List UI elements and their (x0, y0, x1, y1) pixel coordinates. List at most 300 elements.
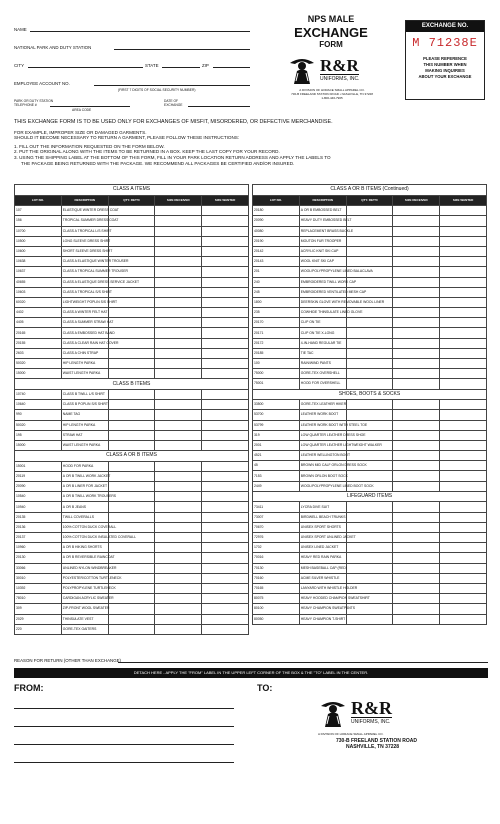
size-received-cell[interactable] (393, 604, 440, 614)
lot-number: 40655 (15, 277, 62, 287)
size-wanted-cell[interactable] (202, 563, 249, 573)
city-label: CITY (14, 63, 25, 68)
qty-returned-cell[interactable] (108, 502, 155, 512)
size-received-cell[interactable] (155, 502, 202, 512)
description-column-header: DESCRIPTION (299, 195, 346, 206)
size-wanted-cell[interactable] (202, 583, 249, 593)
qty-returned-cell[interactable] (108, 543, 155, 553)
size-received-cell[interactable] (393, 573, 440, 583)
size-received-column-header: SIZE RECEIVED (155, 195, 202, 206)
reason-field[interactable] (118, 662, 488, 663)
lot-number: 4402 (15, 308, 62, 318)
size-received-cell[interactable] (393, 348, 440, 358)
item-row (15, 492, 249, 502)
size-wanted-cell[interactable] (202, 267, 249, 277)
item-description: LOW QUARTER LEATHER DRESS SHOE (299, 430, 346, 440)
size-wanted-cell[interactable] (202, 308, 249, 318)
lot-number: 10700 (15, 226, 62, 236)
size-received-cell[interactable] (155, 543, 202, 553)
size-wanted-cell[interactable] (202, 226, 249, 236)
size-wanted-cell[interactable] (440, 206, 487, 216)
lot-column-header: LOT NO. (253, 195, 300, 206)
detach-bar (14, 668, 488, 678)
qty-returned-cell[interactable] (346, 573, 393, 583)
lot-number: 235 (253, 308, 300, 318)
qty-returned-cell[interactable] (346, 318, 393, 328)
size-wanted-cell[interactable] (202, 522, 249, 532)
size-received-cell[interactable] (155, 257, 202, 267)
size-received-cell[interactable] (155, 389, 202, 399)
qty-returned-cell[interactable] (108, 471, 155, 481)
size-wanted-cell[interactable] (202, 287, 249, 297)
section-header-row (15, 379, 249, 390)
qty-returned-cell[interactable] (346, 338, 393, 348)
size-wanted-cell[interactable] (440, 328, 487, 338)
qty-returned-cell[interactable] (346, 236, 393, 246)
qty-returned-cell[interactable] (108, 440, 155, 450)
size-wanted-cell[interactable] (202, 430, 249, 440)
size-received-cell[interactable] (393, 451, 440, 461)
item-description: CLASS A WINTER FELT HAT (61, 308, 108, 318)
size-received-column-header: SIZE RECEIVED (393, 195, 440, 206)
item-description: SHORT SLEEVE DRESS SHIRT (61, 246, 108, 256)
size-wanted-cell[interactable] (440, 216, 487, 226)
size-received-cell[interactable] (393, 440, 440, 450)
size-wanted-cell[interactable] (440, 563, 487, 573)
qty-returned-cell[interactable] (108, 604, 155, 614)
lot-number: 20137 (15, 533, 62, 543)
size-received-cell[interactable] (393, 594, 440, 604)
size-received-cell[interactable] (393, 563, 440, 573)
qty-returned-cell[interactable] (346, 512, 393, 522)
item-description: UNISEX SPORT SHORTS (299, 522, 346, 532)
qty-returned-cell[interactable] (108, 236, 155, 246)
item-description: TROPICAL SUMMER DRESS COAT (61, 216, 108, 226)
qty-returned-cell[interactable] (346, 216, 393, 226)
qty-returned-cell[interactable] (108, 410, 155, 420)
size-wanted-cell[interactable] (440, 614, 487, 624)
size-wanted-cell[interactable] (202, 277, 249, 287)
qty-returned-cell[interactable] (346, 359, 393, 369)
size-wanted-cell[interactable] (202, 348, 249, 358)
item-row (253, 512, 487, 522)
section-title: LIFEGUARD ITEMS (253, 491, 487, 502)
size-received-cell[interactable] (393, 318, 440, 328)
lot-number: 1800 (253, 297, 300, 307)
qty-returned-cell[interactable] (346, 246, 393, 256)
size-received-cell[interactable] (155, 267, 202, 277)
item-row (253, 216, 487, 226)
lot-number: 73411 (253, 502, 300, 512)
size-wanted-cell[interactable] (202, 533, 249, 543)
size-received-cell[interactable] (155, 338, 202, 348)
qty-returned-cell[interactable] (108, 226, 155, 236)
size-received-cell[interactable] (393, 583, 440, 593)
lot-number: 240 (253, 277, 300, 287)
qty-returned-cell[interactable] (108, 308, 155, 318)
item-description: EMBROIDERED TWILL WORK CAP (299, 277, 346, 287)
qty-returned-cell[interactable] (346, 614, 393, 624)
size-wanted-cell[interactable] (202, 553, 249, 563)
size-wanted-cell[interactable] (202, 573, 249, 583)
footer-division: A DIVISION OF HORACE SMALL APPAREL CO. (318, 732, 384, 736)
size-received-cell[interactable] (393, 236, 440, 246)
item-description: DEERSKIN GLOVE WITH REMOVABLE WOOL LINER (299, 297, 346, 307)
size-wanted-cell[interactable] (440, 604, 487, 614)
size-received-cell[interactable] (155, 614, 202, 624)
qty-returned-cell[interactable] (346, 563, 393, 573)
size-wanted-cell[interactable] (440, 297, 487, 307)
size-received-cell[interactable] (393, 553, 440, 563)
item-description: CLASS A ELASTIQUE WINTER TROUSER (61, 257, 108, 267)
size-wanted-cell[interactable] (202, 359, 249, 369)
size-wanted-cell[interactable] (440, 348, 487, 358)
section-title: CLASS A OR B ITEMS (15, 451, 249, 462)
size-wanted-cell[interactable] (440, 338, 487, 348)
size-received-cell[interactable] (155, 492, 202, 502)
size-wanted-cell[interactable] (202, 604, 249, 614)
size-wanted-cell[interactable] (202, 297, 249, 307)
item-description: A OR B LINER FOR JACKET (61, 482, 108, 492)
size-received-cell[interactable] (155, 277, 202, 287)
size-wanted-column-header: SIZE WANTED (202, 195, 249, 206)
lot-number: 70016 (253, 553, 300, 563)
size-wanted-cell[interactable] (440, 553, 487, 563)
lot-number: 309 (15, 604, 62, 614)
size-received-cell[interactable] (393, 502, 440, 512)
item-row (253, 379, 487, 389)
size-wanted-cell[interactable] (202, 257, 249, 267)
size-received-cell[interactable] (155, 297, 202, 307)
lot-number: 7153 (253, 471, 300, 481)
size-received-cell[interactable] (155, 563, 202, 573)
size-received-cell[interactable] (393, 257, 440, 267)
qty-returned-cell[interactable] (346, 471, 393, 481)
item-description: HEAVY HOODED CHAMPION SWEATSHIRT (299, 594, 346, 604)
size-wanted-cell[interactable] (440, 594, 487, 604)
size-wanted-cell[interactable] (440, 481, 487, 491)
size-received-cell[interactable] (393, 246, 440, 256)
size-received-cell[interactable] (155, 206, 202, 216)
size-wanted-cell[interactable] (202, 471, 249, 481)
size-wanted-cell[interactable] (440, 512, 487, 522)
size-wanted-cell[interactable] (202, 502, 249, 512)
qty-returned-cell[interactable] (108, 420, 155, 430)
size-received-cell[interactable] (155, 420, 202, 430)
item-row (253, 594, 487, 604)
item-description: WOOL/POLYPROPYLENE LINED BOOT SOCK (299, 481, 346, 491)
size-wanted-column-header: SIZE WANTED (440, 195, 487, 206)
qty-returned-cell[interactable] (346, 206, 393, 216)
size-wanted-cell[interactable] (202, 614, 249, 624)
size-received-cell[interactable] (155, 440, 202, 450)
size-wanted-cell[interactable] (440, 543, 487, 553)
size-received-cell[interactable] (155, 604, 202, 614)
size-wanted-cell[interactable] (440, 471, 487, 481)
size-wanted-cell[interactable] (202, 389, 249, 399)
item-row (253, 359, 487, 369)
qty-returned-cell[interactable] (108, 348, 155, 358)
size-wanted-cell[interactable] (202, 482, 249, 492)
item-row (253, 614, 487, 624)
size-received-cell[interactable] (393, 297, 440, 307)
size-wanted-cell[interactable] (202, 543, 249, 553)
qty-returned-cell[interactable] (346, 451, 393, 461)
size-wanted-cell[interactable] (202, 624, 249, 634)
size-wanted-cell[interactable] (202, 420, 249, 430)
size-received-cell[interactable] (155, 461, 202, 471)
item-row (15, 226, 249, 236)
qty-returned-cell[interactable] (108, 318, 155, 328)
size-received-cell[interactable] (155, 482, 202, 492)
size-received-cell[interactable] (393, 308, 440, 318)
date-field[interactable] (188, 106, 250, 107)
size-received-cell[interactable] (393, 379, 440, 389)
item-description: BROWN ORLON BOOT SOCK (299, 471, 346, 481)
qty-returned-cell[interactable] (108, 594, 155, 604)
size-received-cell[interactable] (393, 461, 440, 471)
size-wanted-cell[interactable] (440, 420, 487, 430)
size-wanted-cell[interactable] (440, 277, 487, 287)
size-received-cell[interactable] (155, 410, 202, 420)
size-wanted-cell[interactable] (440, 410, 487, 420)
size-received-cell[interactable] (155, 318, 202, 328)
size-received-cell[interactable] (155, 573, 202, 583)
size-received-cell[interactable] (393, 533, 440, 543)
size-received-cell[interactable] (155, 226, 202, 236)
qty-returned-cell[interactable] (108, 359, 155, 369)
size-wanted-cell[interactable] (440, 226, 487, 236)
size-received-cell[interactable] (393, 338, 440, 348)
size-received-cell[interactable] (155, 369, 202, 379)
qty-returned-cell[interactable] (346, 400, 393, 410)
size-wanted-cell[interactable] (440, 236, 487, 246)
qty-returned-cell[interactable] (108, 430, 155, 440)
item-row (15, 563, 249, 573)
form-title-1: NPS MALE (307, 14, 355, 24)
size-received-cell[interactable] (155, 348, 202, 358)
size-wanted-cell[interactable] (440, 573, 487, 583)
qty-returned-cell[interactable] (346, 379, 393, 389)
size-wanted-cell[interactable] (440, 287, 487, 297)
item-row (253, 451, 487, 461)
from-label: FROM: (14, 683, 44, 693)
item-description: WOOL/POLYPROPYLENE LINED BALACLAVA (299, 267, 346, 277)
item-row (15, 420, 249, 430)
item-description: TIE TAC (299, 348, 346, 358)
item-row (15, 502, 249, 512)
name-field[interactable] (30, 31, 250, 32)
size-wanted-cell[interactable] (202, 410, 249, 420)
size-received-cell[interactable] (393, 206, 440, 216)
lot-number: 20172 (253, 338, 300, 348)
size-received-cell[interactable] (155, 216, 202, 226)
qty-returned-cell[interactable] (346, 522, 393, 532)
qty-returned-cell[interactable] (346, 328, 393, 338)
size-wanted-cell[interactable] (440, 502, 487, 512)
size-received-cell[interactable] (393, 522, 440, 532)
qty-returned-cell[interactable] (346, 553, 393, 563)
size-received-cell[interactable] (155, 512, 202, 522)
size-wanted-cell[interactable] (440, 318, 487, 328)
size-wanted-cell[interactable] (202, 594, 249, 604)
size-received-cell[interactable] (393, 400, 440, 410)
size-received-cell[interactable] (393, 287, 440, 297)
item-description: CLASS A TROPICAL S/S SHIRT (61, 287, 108, 297)
size-received-cell[interactable] (155, 583, 202, 593)
size-wanted-cell[interactable] (202, 492, 249, 502)
step-1: 1. FILL OUT THE INFORMATION REQUESTED ON THE FORM BELOW. (14, 143, 165, 149)
size-received-cell[interactable] (393, 216, 440, 226)
size-wanted-cell[interactable] (202, 461, 249, 471)
qty-returned-cell[interactable] (108, 614, 155, 624)
size-received-cell[interactable] (155, 308, 202, 318)
size-received-cell[interactable] (393, 410, 440, 420)
qty-returned-cell[interactable] (108, 389, 155, 399)
size-received-cell[interactable] (393, 614, 440, 624)
size-received-cell[interactable] (155, 430, 202, 440)
footer-address-1: 730-B FREELAND STATION ROAD (336, 738, 417, 744)
item-description: HEAVY DUTY EMBOSSED BELT (299, 216, 346, 226)
item-description: BROWN MID CALF ORLON DRESS SOCK (299, 461, 346, 471)
size-received-cell[interactable] (393, 369, 440, 379)
state-field[interactable] (162, 67, 200, 68)
size-wanted-cell[interactable] (440, 257, 487, 267)
size-wanted-cell[interactable] (202, 338, 249, 348)
size-wanted-cell[interactable] (440, 369, 487, 379)
size-received-cell[interactable] (393, 430, 440, 440)
item-description: CARDIGAN ACRYLIC SWEATER (61, 594, 108, 604)
size-received-cell[interactable] (155, 533, 202, 543)
lot-number: 20135 (15, 512, 62, 522)
item-description: ZIP-FRONT WOOL SWEATER (61, 604, 108, 614)
size-wanted-cell[interactable] (202, 216, 249, 226)
address-text: 730-B FREELAND STATION ROAD • NASHVILLE, TN 37228 (291, 92, 373, 96)
size-wanted-cell[interactable] (440, 246, 487, 256)
from-line-4[interactable] (14, 762, 234, 763)
qty-returned-cell[interactable] (108, 400, 155, 410)
employee-field[interactable] (94, 85, 250, 86)
zip-field[interactable] (213, 67, 250, 68)
size-wanted-cell[interactable] (440, 267, 487, 277)
size-received-cell[interactable] (393, 328, 440, 338)
qty-returned-cell[interactable] (108, 512, 155, 522)
size-received-cell[interactable] (155, 359, 202, 369)
size-received-cell[interactable] (393, 267, 440, 277)
size-received-cell[interactable] (155, 400, 202, 410)
size-received-cell[interactable] (393, 420, 440, 430)
item-row (15, 328, 249, 338)
size-received-cell[interactable] (155, 522, 202, 532)
size-wanted-cell[interactable] (202, 400, 249, 410)
area-code-label: AREA CODE (72, 108, 92, 112)
qty-returned-cell[interactable] (346, 543, 393, 553)
step-3: 3. USING THE SHIPPING LABEL AT THE BOTTOM OF THIS FORM, FILL IN YOUR PARK LOCATION RETURN ADDRESS AND APPLY THE LABELS TO (14, 154, 331, 160)
size-wanted-cell[interactable] (440, 461, 487, 471)
size-wanted-cell[interactable] (202, 236, 249, 246)
city-field[interactable] (28, 67, 143, 68)
size-received-cell[interactable] (155, 624, 202, 634)
item-description: A OR B TWILL WORK TROUSERS (61, 492, 108, 502)
size-wanted-cell[interactable] (440, 359, 487, 369)
size-received-cell[interactable] (393, 543, 440, 553)
from-line-2[interactable] (14, 726, 234, 727)
size-wanted-cell[interactable] (202, 328, 249, 338)
qty-returned-cell[interactable] (108, 287, 155, 297)
lot-number: 20170 (253, 318, 300, 328)
size-received-cell[interactable] (393, 481, 440, 491)
size-wanted-cell[interactable] (440, 522, 487, 532)
item-row (253, 297, 487, 307)
phone-field[interactable] (50, 106, 130, 107)
qty-returned-cell[interactable] (108, 482, 155, 492)
lot-number: 20090 (15, 482, 62, 492)
size-received-cell[interactable] (155, 471, 202, 481)
lot-number: 53799 (253, 420, 300, 430)
size-wanted-cell[interactable] (202, 318, 249, 328)
qty-returned-cell[interactable] (108, 553, 155, 563)
size-wanted-cell[interactable] (440, 308, 487, 318)
item-description: HIP LENGTH PARKA (61, 420, 108, 430)
qty-returned-cell[interactable] (108, 461, 155, 471)
size-received-cell[interactable] (155, 553, 202, 563)
size-wanted-cell[interactable] (440, 533, 487, 543)
size-wanted-cell[interactable] (202, 246, 249, 256)
qty-returned-cell[interactable] (346, 257, 393, 267)
size-wanted-cell[interactable] (440, 379, 487, 389)
size-received-cell[interactable] (393, 359, 440, 369)
size-wanted-cell[interactable] (440, 400, 487, 410)
example-text: FOR EXAMPLE, IMPROPER SIZE OR DAMAGED GARMENTS. (14, 129, 147, 135)
qty-returned-cell[interactable] (346, 502, 393, 512)
qty-returned-cell[interactable] (108, 624, 155, 634)
size-wanted-cell[interactable] (202, 206, 249, 216)
item-description: CLASS A CLEAR RAIN HAT COVER (61, 338, 108, 348)
size-wanted-cell[interactable] (202, 440, 249, 450)
qty-returned-cell[interactable] (346, 410, 393, 420)
size-wanted-cell[interactable] (440, 451, 487, 461)
item-description: HEAVY CHAMPION SWEATPANTS (299, 604, 346, 614)
size-wanted-cell[interactable] (202, 369, 249, 379)
item-row (253, 328, 487, 338)
size-received-cell[interactable] (393, 226, 440, 236)
qty-returned-cell[interactable] (346, 226, 393, 236)
qty-returned-cell[interactable] (108, 246, 155, 256)
size-received-cell[interactable] (393, 512, 440, 522)
size-received-cell[interactable] (155, 287, 202, 297)
size-wanted-cell[interactable] (440, 430, 487, 440)
item-row (253, 410, 487, 420)
size-received-cell[interactable] (155, 328, 202, 338)
qty-returned-cell[interactable] (108, 328, 155, 338)
size-wanted-cell[interactable] (202, 512, 249, 522)
qty-returned-cell[interactable] (108, 369, 155, 379)
size-received-cell[interactable] (393, 471, 440, 481)
size-received-cell[interactable] (393, 277, 440, 287)
qty-returned-cell[interactable] (346, 348, 393, 358)
lot-number: 20119 (15, 471, 62, 481)
size-received-cell[interactable] (155, 236, 202, 246)
size-received-cell[interactable] (155, 246, 202, 256)
park-field[interactable] (114, 49, 250, 50)
qty-returned-cell[interactable] (346, 369, 393, 379)
size-wanted-cell[interactable] (440, 583, 487, 593)
item-description: LEATHER WELLINGTON BOOT (299, 451, 346, 461)
from-line-1[interactable] (14, 708, 234, 709)
from-line-3[interactable] (14, 744, 234, 745)
size-wanted-cell[interactable] (440, 440, 487, 450)
size-received-cell[interactable] (155, 594, 202, 604)
